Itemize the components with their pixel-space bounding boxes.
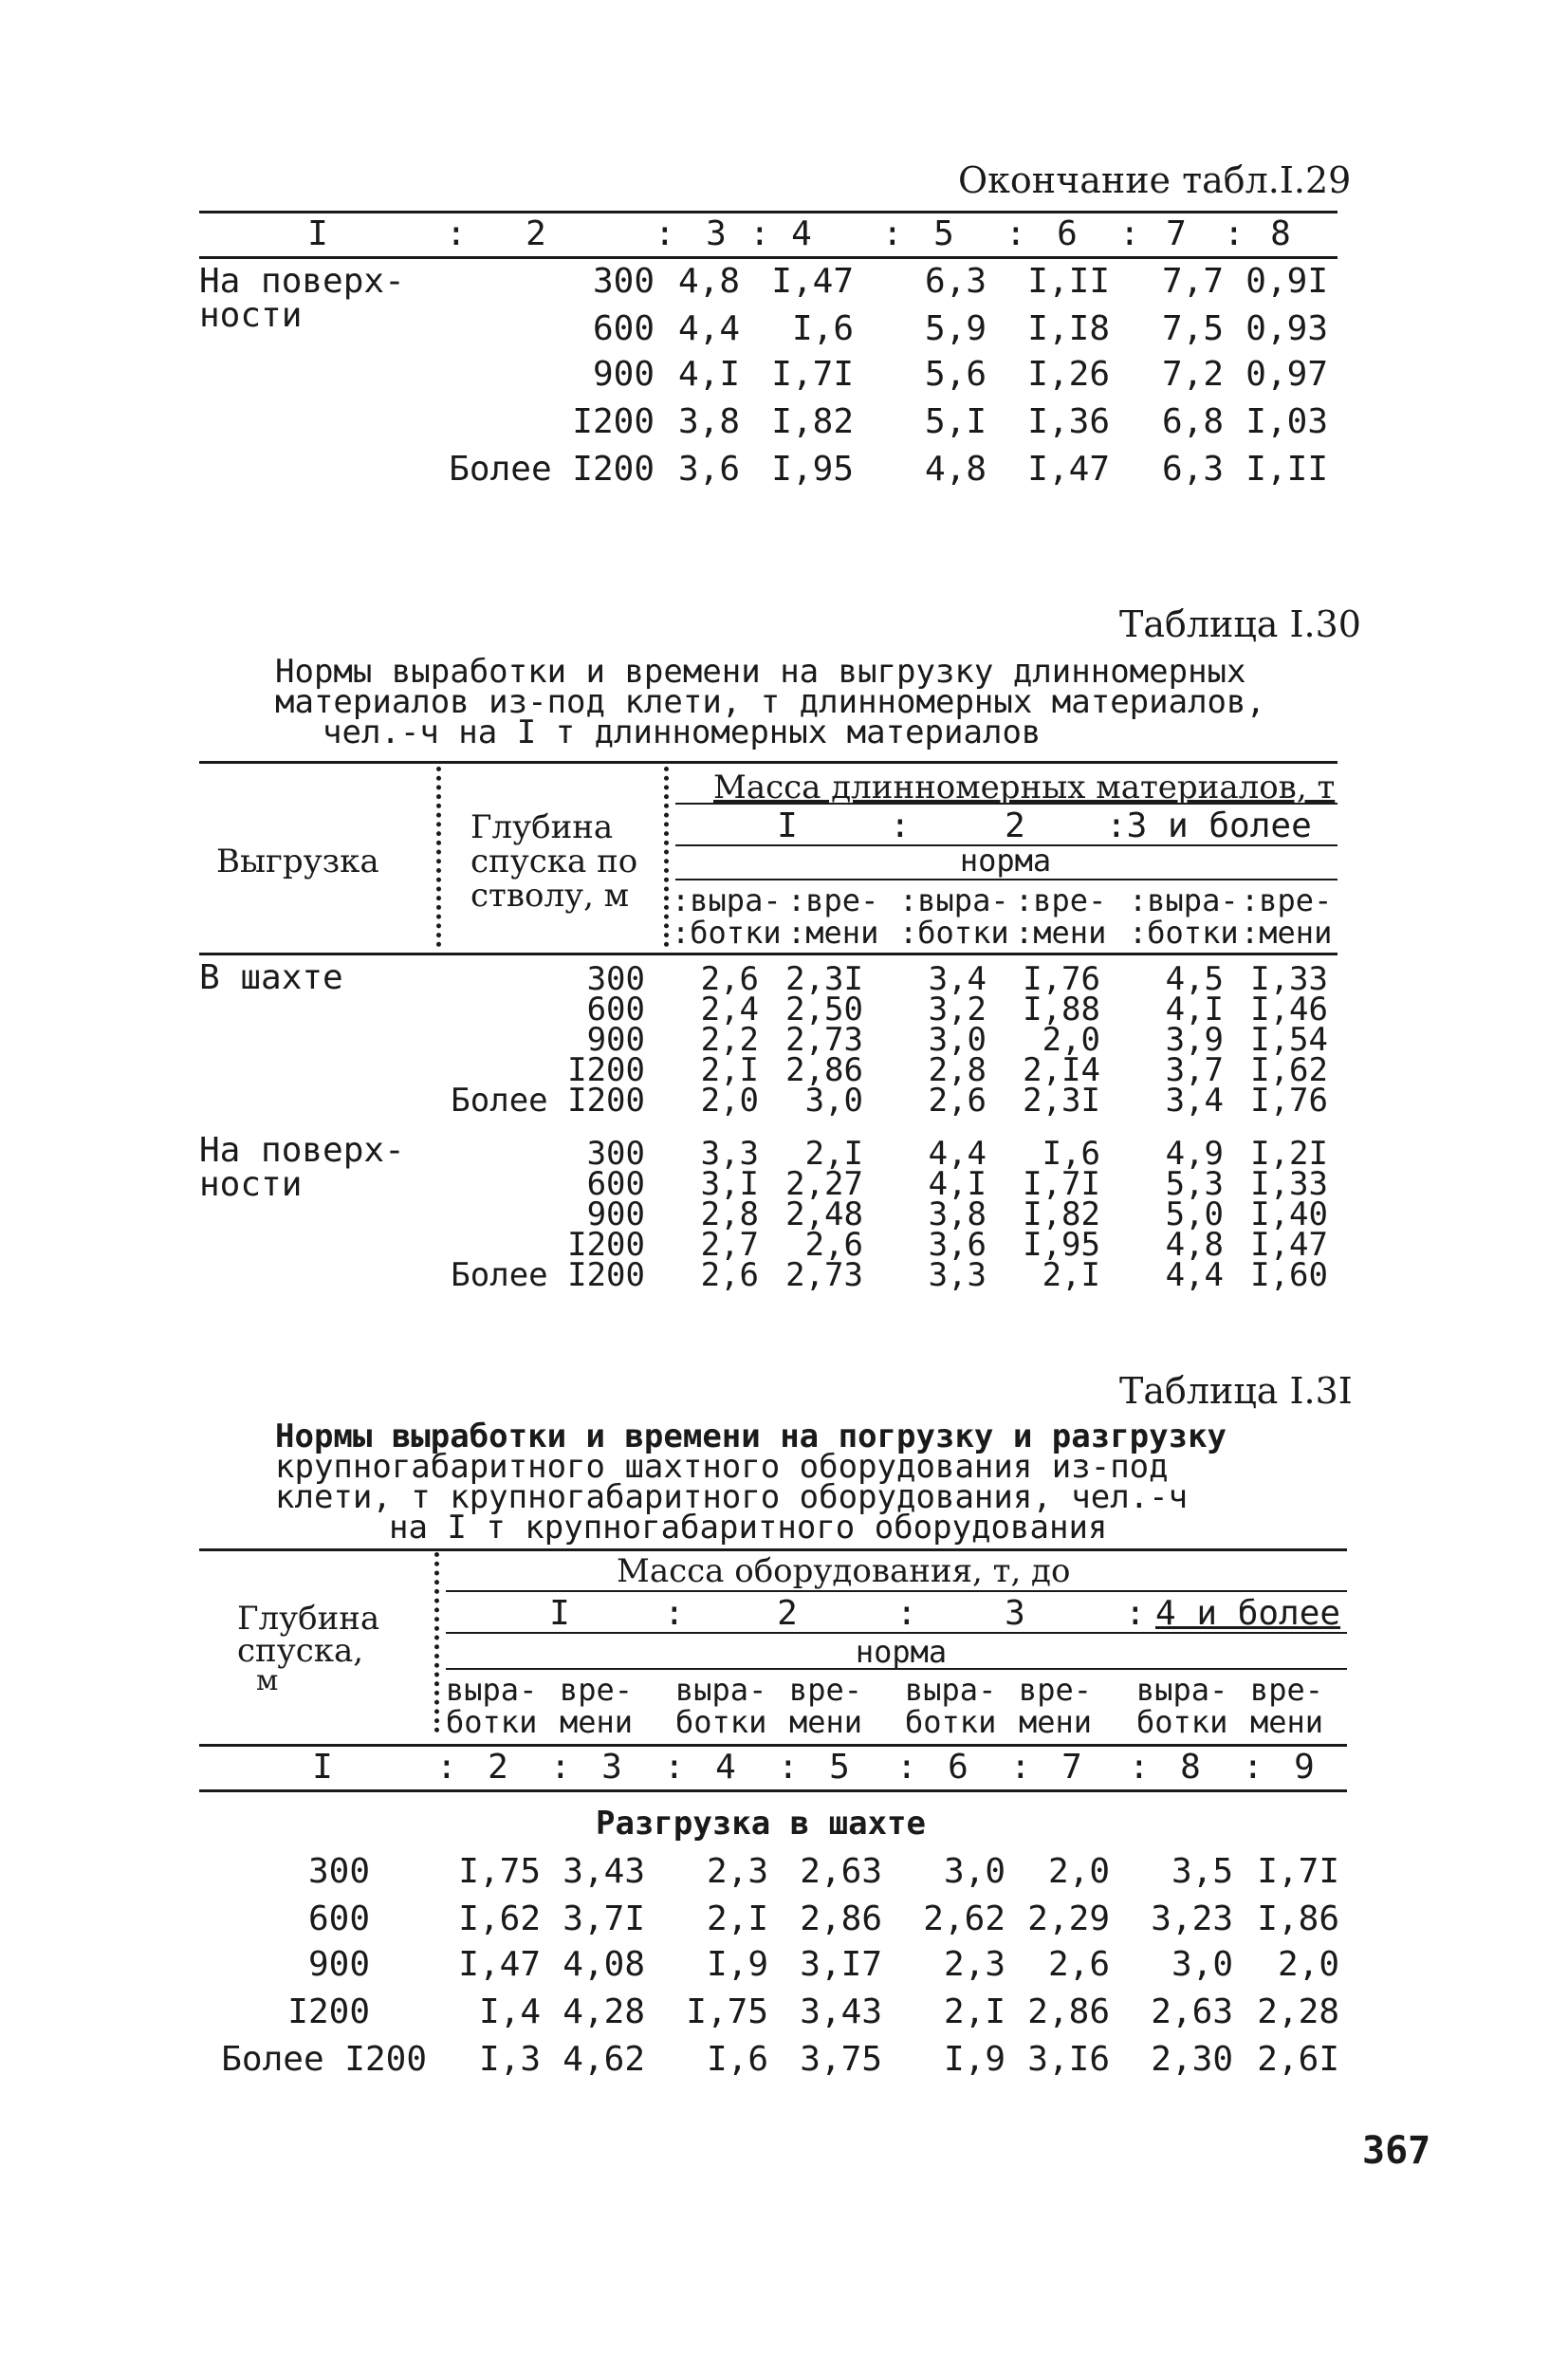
t29-top-rule	[199, 211, 1337, 213]
t30-mass-group: I	[777, 806, 798, 845]
t30-col-depth: спуска по	[470, 843, 638, 880]
t30-mass-group: :3 и более	[1106, 806, 1312, 845]
t30-header-rule	[199, 953, 1337, 955]
t31-col-depth: Глубина	[237, 1600, 380, 1638]
t30-group-label: В шахте	[199, 958, 343, 997]
t30-col-unload: Выгрузка	[216, 843, 379, 880]
t30-title: чел.-ч на I т длинномерных материалов	[323, 713, 1042, 751]
page-number: 367	[1362, 2129, 1431, 2173]
t30-title: Нормы выработки и времени на выгрузку длинномерных	[275, 653, 1246, 691]
t31-mass-group: 2	[777, 1594, 798, 1633]
t30-title: материалов из-под клети, т длинномерных материалов,	[275, 683, 1265, 721]
t30-top-rule	[199, 761, 1337, 764]
t30-mass-header: Масса длинномерных материалов, т	[713, 769, 1336, 806]
t29-caption: Окончание табл.I.29	[958, 159, 1352, 201]
t31-mass-header: Масса оборудования, т, до	[617, 1552, 1071, 1590]
t31-top-rule	[199, 1548, 1347, 1551]
t29-header-cell: 6	[1057, 214, 1078, 253]
t29-group-label: ности	[199, 296, 303, 335]
t31-caption: Таблица I.3I	[1119, 1370, 1353, 1412]
t30-caption: Таблица I.30	[1119, 603, 1361, 645]
t29-header-cell: 7	[1166, 214, 1187, 253]
t29-header-cell: 5	[933, 214, 954, 253]
t30-norm-label: норма	[959, 843, 1052, 879]
t29-header-cell: 8	[1270, 214, 1291, 253]
t29-header-cell: 4	[791, 214, 812, 253]
t30-col-depth: Глубина	[470, 808, 614, 846]
t31-mass-group: I	[549, 1594, 570, 1633]
t30-group-label: ности	[199, 1165, 303, 1204]
t31-mass-group: 3	[1005, 1594, 1025, 1633]
t31-title: Нормы выработки и времени на погрузку и разгрузку	[275, 1417, 1227, 1455]
t31-title: на I т крупногабаритного оборудования	[389, 1509, 1108, 1547]
t29-header-cell: 2	[526, 214, 546, 253]
t31-section-label: Разгрузка в шахте	[596, 1805, 926, 1843]
t31-col-depth: м	[256, 1664, 279, 1697]
t30-group-label: На поверх-	[199, 1131, 405, 1170]
t29-header-cell: 3	[706, 214, 727, 253]
t31-mass-group: 4 и более	[1155, 1594, 1341, 1633]
t31-col-depth: спуска,	[237, 1632, 364, 1670]
t31-title: клети, т крупногабаритного оборудования, чел.-ч	[275, 1478, 1189, 1516]
t31-title: крупногабаритного шахтного оборудования из-под	[275, 1448, 1169, 1486]
t29-header-rule	[199, 256, 1337, 259]
t29-header-cell: I	[307, 214, 328, 253]
t30-mass-group: 2	[1005, 806, 1025, 845]
t30-col-depth: стволу, м	[470, 877, 630, 915]
t31-norm-label: норма	[855, 1634, 948, 1670]
t29-group-label: На поверх-	[199, 262, 405, 301]
